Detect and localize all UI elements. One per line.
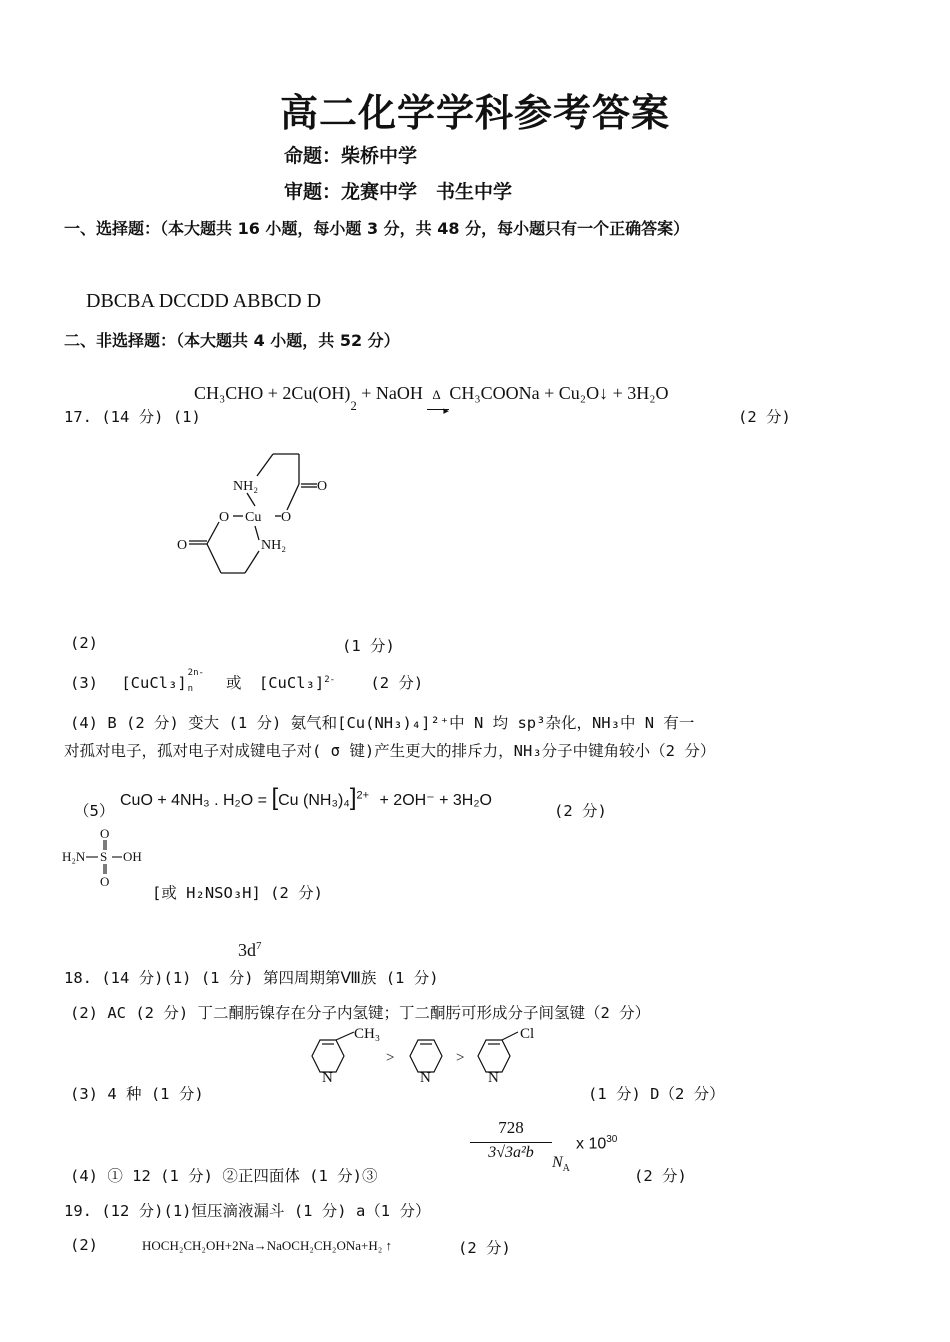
- q18-line1: 18. (14 分)(1) (1 分) 第四周期第Ⅷ族 (1 分): [64, 969, 439, 987]
- p5-complex: Cu (NH₃)₄: [278, 792, 350, 809]
- q17-p2-label: (2): [70, 634, 98, 652]
- q17-p3-or: 或: [226, 674, 242, 692]
- config-sup: 7: [256, 940, 262, 952]
- q19-line2-equation: HOCH₂CH₂OH+2Na→NaOCH₂CH₂ONa+H₂ ↑: [142, 1238, 393, 1253]
- proposer: 命题：柴桥中学: [284, 145, 418, 167]
- fraction-bar: [470, 1142, 552, 1143]
- fraction-numerator: 728: [498, 1118, 524, 1137]
- q17-p4-line1: (4) B (2 分) 变大 (1 分) 氨气和[Cu(NH₃)₄]²⁺中 N 均 sp³杂化，NH₃中 N 有一: [70, 714, 695, 732]
- q17-label: 17. (14 分) (1): [64, 408, 201, 426]
- methyl-label: CH₃: [354, 1026, 381, 1042]
- copper-glycinate-structure: [175, 448, 345, 583]
- power-of-ten: [576, 1134, 617, 1153]
- ring2-n: N: [420, 1070, 431, 1086]
- avogadro-n: N: [552, 1154, 563, 1171]
- chloro-label: Cl: [520, 1026, 535, 1042]
- gt-1: >: [386, 1050, 395, 1066]
- ring-2: [410, 1040, 442, 1072]
- struct-o-carbonyl-top: O: [317, 479, 328, 494]
- q18-line3a: (3) 4 种 (1 分): [70, 1085, 204, 1103]
- section1-heading: 一、选择题：（本大题共 16 小题，每小题 3 分，共 48 分，每小题只有一个正确答案）: [64, 219, 690, 238]
- eq-left: CH₃CHO + 2Cu(OH): [194, 383, 351, 403]
- q17-p3-a: [CuCl₃]: [121, 674, 187, 692]
- q18-config: [238, 940, 262, 961]
- q17-p3-b: [CuCl₃]: [258, 674, 325, 692]
- sulfamic-h2n: H₂N: [62, 849, 86, 864]
- eq-sub2: 2: [350, 398, 357, 413]
- ring-3: [478, 1040, 510, 1072]
- ring1-n: N: [322, 1070, 333, 1086]
- q19-line2-score: (2 分): [458, 1239, 511, 1257]
- struct-o-left: O: [219, 510, 230, 525]
- choice-answers: DBCBA DCCDD ABBCD D: [86, 290, 322, 312]
- q17-p5-score: (2 分): [554, 802, 607, 820]
- ring3-n: N: [488, 1070, 499, 1086]
- q17-p3-a-sub: n: [187, 684, 194, 694]
- reviewer: 审题：龙赛中学 书生中学: [284, 181, 513, 203]
- q17-p2-score: (1 分): [342, 637, 395, 655]
- q17-p5-equation: [120, 784, 492, 812]
- p5-charge: 2+: [356, 789, 370, 802]
- avogadro: [552, 1154, 570, 1174]
- q17-p3-a-indices: [187, 668, 207, 694]
- ring-1: [312, 1040, 344, 1072]
- p5-eq-right: + 2OH⁻ + 3H₂O: [379, 792, 492, 809]
- q18-line4b: (2 分): [634, 1167, 687, 1185]
- q17-p3-a-sup: 2n-: [187, 668, 204, 678]
- struct-nh2-top: NH₂: [233, 479, 259, 494]
- p5-eq-left: CuO + 4NH₃ . H₂O =: [120, 792, 267, 809]
- struct-cu: Cu: [245, 510, 262, 525]
- sulfamic-oh: OH: [123, 849, 142, 864]
- sulfamic-o-top: O: [100, 826, 110, 841]
- pyridine-comparison: [298, 1024, 558, 1090]
- config-value: 3d: [238, 940, 256, 960]
- section2-heading: 二、非选择题：（本大题共 4 小题，共 52 分）: [64, 331, 400, 350]
- q19-line2-label: (2): [70, 1236, 98, 1254]
- page-title: 高二化学学科参考答案: [279, 91, 670, 135]
- sulfamic-s: S: [100, 849, 108, 864]
- avogadro-sub: A: [562, 1163, 570, 1175]
- fraction-denominator: 3√3a²b: [488, 1144, 534, 1161]
- sulfamic-acid-structure: [60, 826, 150, 888]
- eq-naoh: + NaOH: [361, 383, 423, 403]
- sulfamic-o-bottom: O: [100, 874, 110, 888]
- q18-line4a: (4) ① 12 (1 分) ②正四面体 (1 分)③: [70, 1167, 378, 1185]
- q17-score1: (2 分): [738, 408, 791, 426]
- p5-bracket-left: [: [271, 784, 279, 811]
- q17-equation: [194, 383, 669, 417]
- arrow-head: ▸: [443, 405, 449, 417]
- eq-right: CH₃COONa + Cu₂O↓ + 3H₂O: [449, 383, 669, 403]
- q17-p5b: [或 H₂NSO₃H] (2 分): [152, 884, 323, 902]
- q18-line2: (2) AC (2 分) 丁二酮肟镍存在分子内氢键；丁二酮肟可形成分子间氢键（2 分）: [70, 1004, 651, 1022]
- delta-symbol: Δ: [432, 387, 441, 402]
- struct-nh2-bottom: NH₂: [261, 538, 287, 553]
- struct-o-right: O: [281, 510, 292, 525]
- q17-p3-b-sup: 2-: [324, 674, 336, 685]
- q17-p4-line2: 对孤对电子，孤对电子对成键电子对( σ 键)产生更大的排斥力，NH₃分子中键角较小（2 分）: [64, 742, 716, 760]
- q17-p3-score: (2 分): [370, 674, 424, 692]
- p5-bracket-right: ]: [349, 784, 357, 811]
- q17-p3: [70, 668, 424, 694]
- gt-2: >: [456, 1050, 465, 1066]
- exponent: 30: [606, 1134, 618, 1145]
- struct-o-carbonyl-bottom: O: [177, 538, 188, 553]
- times-ten: x 10: [576, 1135, 607, 1153]
- q17-p3-label: (3): [70, 674, 98, 692]
- q17-p5-label: （5）: [74, 802, 115, 820]
- q19-line1: 19. (12 分)(1)恒压滴液漏斗 (1 分) a（1 分）: [64, 1202, 431, 1220]
- q18-line3b: (1 分) D（2 分）: [588, 1085, 725, 1103]
